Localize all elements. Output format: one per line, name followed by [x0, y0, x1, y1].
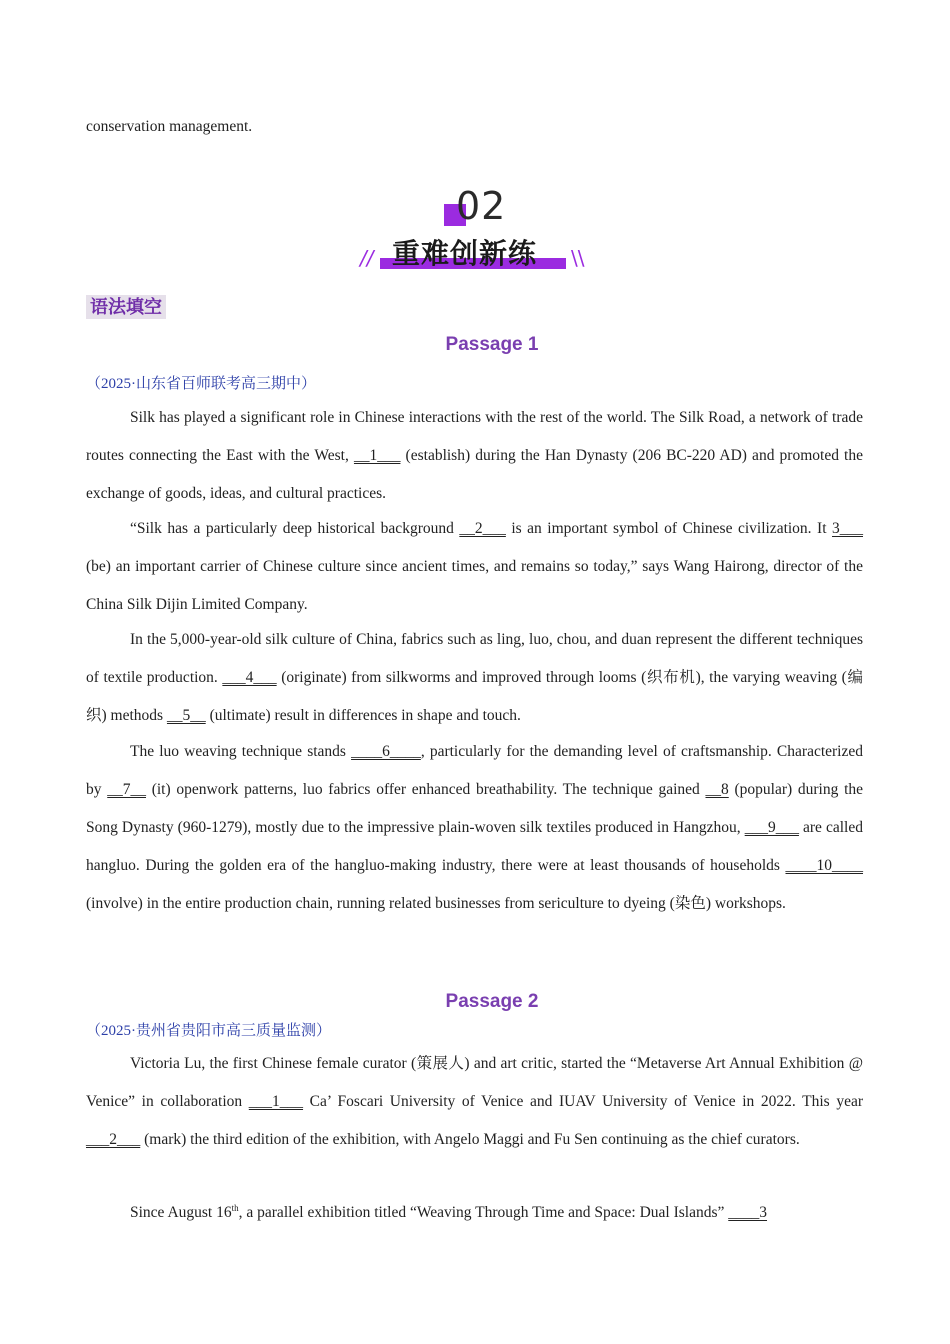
blank-4[interactable]: ___4___	[222, 669, 277, 686]
blank-5[interactable]: __5__	[166, 707, 206, 724]
p2-blank-3[interactable]: ____3	[728, 1204, 768, 1221]
blank-10[interactable]: ____10____	[785, 857, 863, 874]
section-title: 重难创新练	[392, 237, 538, 270]
slash-decoration-left-icon: //	[360, 246, 374, 270]
p2-blank-2[interactable]: ___2___	[86, 1131, 141, 1148]
blank-6[interactable]: ____6____	[351, 743, 421, 760]
passage2-paragraph-1: Victoria Lu, the first Chinese female curator (策展人) and art critic, started the “Metaverse Art Annual Exhibition @ Venice” in collaboration ___1___ Ca’ Foscari University of Venice and IUAV University of Venice in 2022. This year ___2___ (mark) the third edition of the exhibition, with Angelo Maggi and Fu Sen continuing as the chief curators.	[86, 1055, 863, 1148]
passage2-title: Passage 2	[445, 991, 539, 1012]
passage1-source: （2025·山东省百师联考高三期中）	[86, 376, 316, 392]
passage1-paragraph-2: “Silk has a particularly deep historical background __2___ is an important symbol of Chinese civilization. It 3___ (be) an important carrier of Chinese culture since ancient times, and remains so today,” says Wang Hairong, director of the China Silk Dijin Limited Company.	[86, 520, 863, 613]
passage1-paragraph-1: Silk has played a significant role in Chinese interactions with the rest of the world. The Silk Road, a network of trade routes connecting the East with the West, __1___ (establish) during the Han Dynasty (206 BC-220 AD) and promoted the exchange of goods, ideas, and cultural practices.	[86, 409, 863, 502]
blank-2[interactable]: __2___	[459, 520, 506, 537]
grammar-fill-label: 语法填空	[86, 295, 166, 319]
passage2-source: （2025·贵州省贵阳市高三质量监测）	[86, 1023, 331, 1039]
p2-blank-1[interactable]: ___1___	[248, 1093, 304, 1110]
slash-decoration-right-icon: \\	[571, 246, 585, 270]
blank-3[interactable]: 3___	[832, 520, 863, 537]
blank-1[interactable]: __1___	[353, 447, 401, 464]
blank-7[interactable]: __7__	[107, 781, 146, 798]
top-line: conservation management.	[86, 118, 253, 135]
blank-8[interactable]: __8	[705, 781, 729, 798]
passage1-paragraph-4: The luo weaving technique stands ____6____, particularly for the demanding level of craftsmanship. Characterized by __7__ (it) openwork patterns, luo fabrics offer enhanced breathability. The technique gained __8 (popular) during the Song Dynasty (960-1279), mostly due to the impressive plain-woven silk textiles produced in Hangzhou, ___9___ are called hangluo. During the golden era of the hangluo-making industry, there were at least thousands of households ____10____ (involve) in the entire production chain, running related businesses from sericulture to dyeing (染色) workshops.	[86, 743, 864, 912]
passage2-paragraph-2: Since August 16th, a parallel exhibition titled “Weaving Through Time and Space: Dual Islands” ____3	[130, 1202, 768, 1221]
section-number: 02	[456, 184, 507, 228]
blank-9[interactable]: ___9___	[744, 819, 799, 836]
passage1-title: Passage 1	[445, 334, 539, 355]
passage1-paragraph-3: In the 5,000-year-old silk culture of China, fabrics such as ling, luo, chou, and duan represent the different techniques of textile production. ___4___ (originate) from silkworms and improved through looms (织布机), the varying weaving (编织) methods __5__ (ultimate) result in differences in shape and touch.	[86, 631, 863, 724]
